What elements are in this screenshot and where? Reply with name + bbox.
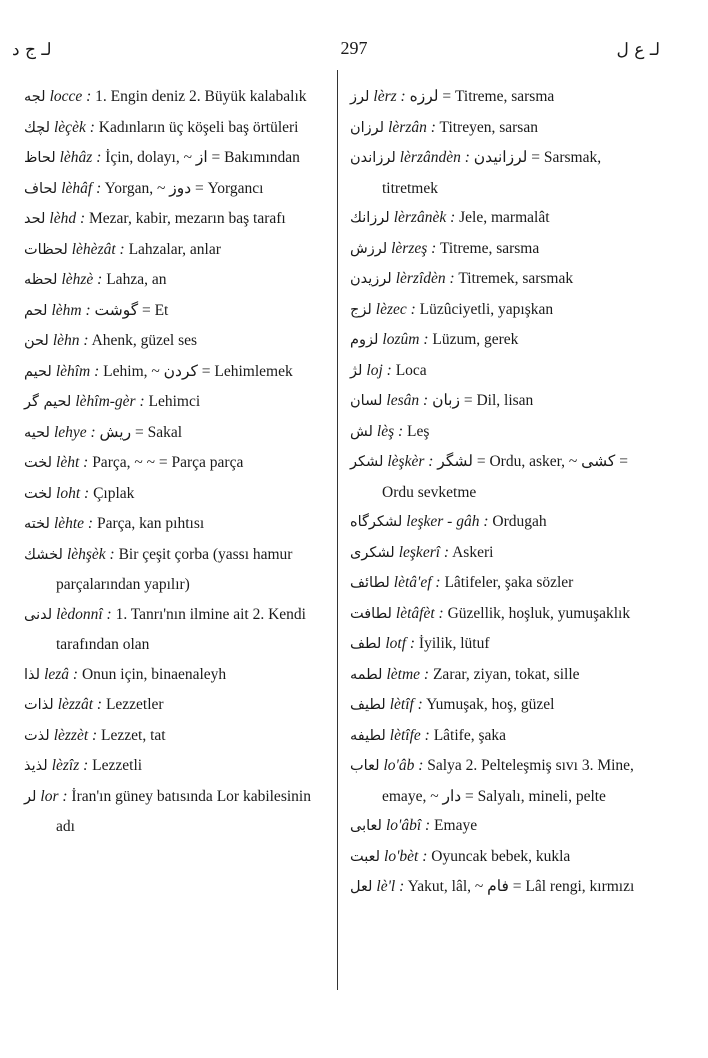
entry-arabic: لعبت [350, 848, 381, 865]
entry-headword: lètâ'ef : [393, 574, 441, 591]
entry-definition: Loca [395, 361, 427, 379]
dictionary-entry [24, 721, 329, 752]
entry-arabic: لخت [24, 455, 53, 471]
entry-headword: lèrz : [373, 88, 406, 105]
entry-headword: lèzîz : [51, 757, 89, 774]
dictionary-entry [350, 811, 650, 842]
entry-arabic: لحد [24, 211, 46, 227]
entry-definition: Emaye [434, 817, 478, 834]
entry-arabic: لدنى [24, 606, 53, 623]
entry-arabic: لچك [24, 119, 50, 136]
entry-definition: Lâtife, şaka [433, 726, 506, 744]
entry-headword: lehye : [53, 423, 96, 441]
entry-headword: leşker - gâh : [406, 513, 489, 530]
dictionary-entry [350, 295, 650, 326]
entry-headword: lèzzèt : [53, 726, 98, 744]
entry-arabic: لشكر [350, 454, 384, 470]
entry-headword: lètâfèt : [395, 604, 444, 622]
entry-arabic: لذيذ [24, 758, 48, 774]
entry-arabic: لذا [24, 666, 41, 683]
entry-definition: Lezzetli [92, 757, 143, 774]
entry-headword: lotf : [385, 635, 416, 652]
dictionary-entry [24, 82, 329, 113]
entry-arabic: لشكرى [350, 544, 395, 561]
entry-arabic: لطيفه [350, 727, 386, 744]
dictionary-entry [350, 325, 650, 356]
entry-arabic: لرزيدن [350, 271, 392, 287]
entry-definition: Parça, kan pıhtısı [96, 515, 205, 532]
entry-headword: loj : [366, 361, 392, 379]
entry-headword: lèhâz : [59, 149, 102, 166]
dictionary-entry [350, 872, 650, 903]
entry-definition: Onun için, binaenaleyh [81, 665, 227, 683]
entry-definition: Zarar, ziyan, tokat, sille [432, 665, 580, 683]
dictionary-entry [350, 386, 650, 417]
dictionary-entry [24, 174, 329, 205]
entry-headword: lezâ : [44, 665, 79, 683]
entry-definition: Lüzum, gerek [432, 331, 519, 348]
entry-arabic: لسان [350, 393, 383, 409]
entry-headword: lèhn : [52, 332, 89, 349]
entry-definition: ريش = Sakal [99, 423, 183, 441]
entry-arabic: لزوم [350, 332, 379, 348]
entry-headword: lèdonnî : [56, 605, 112, 623]
entry-headword: lètîfe : [389, 726, 430, 744]
entry-definition: Lahza, an [106, 271, 167, 288]
entry-headword: lèht : [56, 454, 89, 471]
entry-definition: Lehim, ~ کردن = Lehimlemek [103, 362, 293, 380]
dictionary-entry [24, 387, 329, 418]
entry-arabic: لحيه [24, 424, 50, 441]
dictionary-entry [350, 599, 650, 630]
dictionary-entry [350, 538, 650, 569]
entry-headword: lozûm : [382, 331, 429, 348]
entry-definition: Yakut, lâl, ~ فام = Lâl rengi, kırmızı [407, 878, 635, 895]
dictionary-entry [350, 507, 650, 538]
dictionary-entry [24, 204, 329, 235]
entry-definition: Oyuncak bebek, kukla [431, 847, 571, 865]
entry-definition: زبان = Dil, lisan [432, 392, 534, 409]
entry-headword: lesân : [386, 392, 429, 409]
dictionary-entry [24, 479, 329, 510]
entry-arabic: لخته [24, 516, 50, 532]
entry-arabic: لطمه [350, 666, 383, 683]
dictionary-entry [350, 447, 650, 507]
entry-definition: Ordugah [492, 513, 547, 530]
entry-headword: lèşkèr : [387, 453, 434, 470]
dictionary-entry [24, 660, 329, 691]
dictionary-entry [24, 235, 329, 266]
dictionary-entry [350, 842, 650, 873]
entry-headword: lèzec : [375, 300, 416, 318]
dictionary-entry [350, 264, 650, 295]
entry-definition: گوشت = Et [94, 301, 169, 319]
left-column [24, 82, 329, 842]
entry-headword: lèhte : [53, 515, 94, 532]
entry-headword: lèrzeş : [391, 239, 437, 257]
entry-arabic: لرزاندن [350, 150, 396, 166]
entry-arabic: لذات [24, 697, 54, 713]
entry-arabic: لرزش [350, 240, 388, 257]
entry-arabic: لخت [24, 485, 53, 502]
dictionary-entry [24, 113, 329, 144]
entry-headword: lètme : [386, 665, 430, 683]
entry-definition: Çıplak [93, 484, 135, 502]
dictionary-entry [350, 234, 650, 265]
entry-definition: لرزه = Titreme, sarsma [409, 88, 555, 105]
entry-arabic: لطافت [350, 605, 392, 622]
entry-arabic: لر [24, 788, 37, 805]
entry-headword: lèhm : [51, 301, 91, 319]
header-left-guide: لـ ج د [12, 40, 52, 60]
entry-arabic: لحظه [24, 272, 58, 288]
entry-arabic: لرزانك [350, 210, 390, 226]
entry-definition: لشگر = Ordu, asker, ~ کشى = Ordu sevketme [382, 453, 628, 501]
entry-arabic: لخشك [24, 546, 63, 563]
entry-headword: lèhzè : [61, 271, 103, 288]
entry-arabic: لحم [24, 302, 48, 319]
entry-definition: Jele, marmalât [459, 209, 550, 226]
dictionary-entry [24, 265, 329, 296]
entry-definition: 1. Tanrı'nın ilmine ait 2. Kendi tarafından olan [56, 605, 306, 653]
entry-headword: lor : [40, 787, 68, 805]
dictionary-entry [24, 509, 329, 540]
entry-definition: Bir çeşit çorba (yassı hamur parçalarından yapılır) [56, 545, 293, 593]
entry-arabic: لطف [350, 636, 382, 652]
entry-headword: lèhèzât : [71, 240, 125, 258]
entry-definition: Lahzalar, anlar [128, 240, 221, 258]
entry-headword: loht : [56, 484, 90, 502]
entry-definition: Güzellik, hoşluk, yumuşaklık [447, 604, 631, 622]
entry-definition: Leş [407, 422, 430, 440]
entry-definition: Yorgan, ~ دوز = Yorgancı [104, 179, 264, 197]
entry-arabic: لذت [24, 727, 50, 744]
entry-definition: Lâtifeler, şaka sözler [444, 574, 574, 591]
entry-definition: Askeri [452, 543, 494, 561]
dictionary-entry [24, 540, 329, 600]
entry-definition: لرزانيدن = Sarsmak, titretmek [382, 149, 602, 197]
entry-arabic: لطائف [350, 575, 390, 591]
entry-definition: Titreyen, sarsan [439, 118, 538, 136]
entry-headword: lè'l : [376, 878, 405, 895]
entry-definition: Ahenk, güzel ses [91, 332, 198, 349]
dictionary-entry [350, 690, 650, 721]
entry-definition: Parça, ~ ~ = Parça parça [92, 454, 244, 471]
entry-headword: lèhâf : [61, 179, 102, 197]
entry-headword: lèzzât : [57, 696, 103, 713]
entry-definition: Lehimci [148, 393, 201, 410]
entry-headword: lèrzândèn : [399, 149, 470, 166]
entry-arabic: لشكرگاه [350, 514, 403, 530]
entry-definition: Lezzet, tat [101, 726, 166, 744]
entry-arabic: لحيم [24, 363, 52, 380]
entry-headword: lèhd : [49, 210, 86, 227]
dictionary-entry [24, 448, 329, 479]
entry-definition: Lezzetler [105, 696, 164, 713]
entry-headword: lèhşèk : [66, 545, 115, 563]
entry-headword: lèhîm : [55, 362, 100, 380]
dictionary-entry [350, 82, 650, 113]
dictionary-entry [24, 357, 329, 388]
entry-arabic: لحظات [24, 241, 68, 258]
entry-definition: İçin, dolayı, ~ از = Bakımından [105, 149, 300, 166]
dictionary-entry [350, 417, 650, 448]
entry-arabic: لحاظ [24, 150, 56, 166]
entry-definition: İran'ın güney batısında Lor kabilesinin adı [56, 787, 311, 835]
right-column [350, 82, 650, 903]
entry-arabic: لحيم گر [24, 394, 72, 410]
entry-headword: lo'âb : [383, 757, 424, 774]
entry-headword: lo'âbî : [385, 817, 431, 834]
entry-arabic: لحن [24, 333, 49, 349]
entry-headword: lèçèk : [54, 118, 95, 136]
entry-headword: lètîf : [389, 696, 423, 713]
entry-arabic: لرزان [350, 119, 385, 136]
dictionary-entry [350, 629, 650, 660]
entry-headword: lèş : [376, 422, 404, 440]
dictionary-entry [24, 143, 329, 174]
dictionary-entry [350, 751, 650, 811]
dictionary-entry [350, 113, 650, 144]
entry-arabic: لعل [350, 879, 373, 895]
entry-arabic: لش [350, 423, 373, 440]
dictionary-entry [350, 203, 650, 234]
dictionary-entry [24, 782, 329, 842]
entry-arabic: لطيف [350, 697, 386, 713]
entry-headword: lèrzîdèn : [395, 270, 455, 287]
entry-definition: Titremek, sarsmak [458, 270, 574, 287]
entry-headword: leşkerî : [398, 543, 450, 561]
entry-headword: lèrzân : [388, 118, 436, 136]
header-right-guide: لـ ع ل [616, 40, 660, 60]
entry-headword: lo'bèt : [384, 847, 428, 865]
dictionary-entry [24, 600, 329, 660]
entry-arabic: لژ [350, 362, 363, 379]
dictionary-entry [24, 690, 329, 721]
dictionary-entry [24, 751, 329, 782]
entry-arabic: لعاب [350, 758, 380, 774]
entry-definition: Kadınların üç köşeli baş örtüleri [98, 118, 299, 136]
dictionary-entry [350, 568, 650, 599]
entry-arabic: لحاف [24, 180, 58, 197]
entry-arabic: لرز [350, 89, 370, 105]
entry-arabic: لعابى [350, 818, 382, 834]
entry-definition: Yumuşak, hoş, güzel [426, 696, 555, 713]
column-divider [337, 70, 338, 990]
dictionary-entry [350, 721, 650, 752]
entry-arabic: لجه [24, 89, 46, 105]
dictionary-entry [24, 296, 329, 327]
dictionary-entry [350, 356, 650, 387]
entry-definition: Mezar, kabir, mezarın baş tarafı [89, 210, 286, 227]
entry-definition: Lüzûciyetli, yapışkan [419, 300, 554, 318]
page-header [0, 36, 708, 66]
dictionary-entry [350, 660, 650, 691]
entry-definition: Titreme, sarsma [439, 239, 540, 257]
entry-arabic: لزج [350, 301, 372, 318]
page-number: 297 [340, 38, 368, 58]
dictionary-entry [350, 143, 650, 203]
dictionary-entry [24, 326, 329, 357]
dictionary-entry [24, 418, 329, 449]
entry-definition: 1. Engin deniz 2. Büyük kalabalık [95, 88, 307, 105]
entry-headword: locce : [49, 88, 92, 105]
entry-headword: lèhîm-gèr : [75, 393, 145, 410]
entry-definition: İyilik, lütuf [418, 635, 490, 652]
entry-definition: Salya 2. Pelteleşmiş sıvı 3. Mine, emaye, ~ دار = Salyalı, mineli, pelte [382, 757, 634, 805]
entry-headword: lèrzânèk : [393, 209, 456, 226]
